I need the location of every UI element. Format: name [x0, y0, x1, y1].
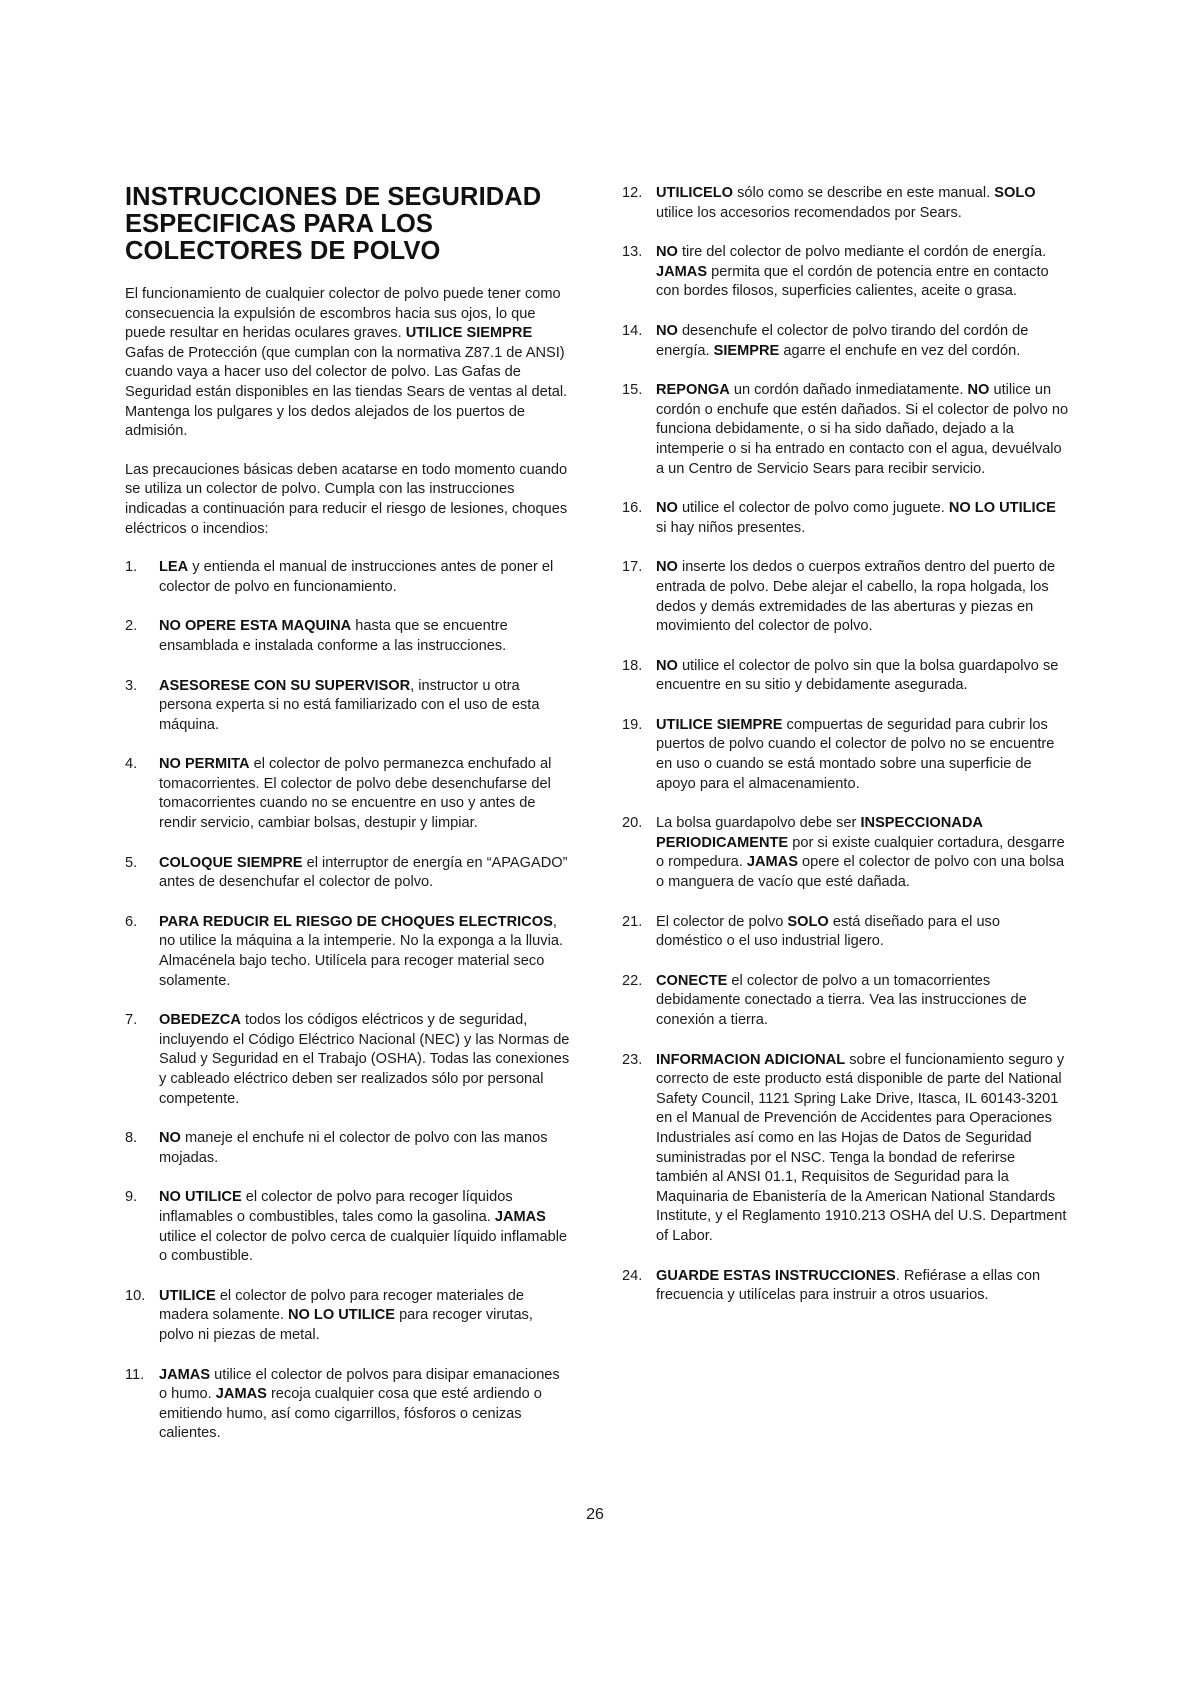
safety-list-left [125, 558, 571, 1444]
list-item: 19. UTILICE SIEMPRE compuertas de seguridad para cubrir los puertos de polvo cuando el colector de polvo no se encuentre en uso o cuando se está montado sobre una superficie de apoyo para el almacenamiento. [622, 716, 1055, 792]
list-item: 11. JAMAS utilice el colector de polvos para disipar emanaciones o humo. JAMAS recoja cualquier cosa que esté ardiendo o emitiendo humo, así como cigarrillos, fósforos o cenizas calientes. [125, 1366, 560, 1442]
safety-list-right [622, 184, 1070, 1306]
list-item: 18. NO utilice el colector de polvo sin que la bolsa guardapolvo se encuentre en su sitio y debidamente asegurada. [622, 657, 1059, 694]
page-number: 26 [586, 1506, 604, 1523]
list-item: 5. COLOQUE SIEMPRE el interruptor de energía en “APAGADO” antes de desenchufar el colector de polvo. [125, 854, 568, 891]
list-item: 20. La bolsa guardapolvo debe ser INSPECCIONADA PERIODICAMENTE por si existe cualquier cortadura, desgarre o rompedura. JAMAS opere el colector de polvo con una bolsa o manguera de vacío que esté dañada. [622, 815, 1065, 891]
list-item: 17. NO inserte los dedos o cuerpos extraños dentro del puerto de entrada de polvo. Debe alejar el cabello, la ropa holgada, los dedos y demás extremidades de las aberturas y piezas en movimiento del colector de polvo. [622, 559, 1056, 635]
list-item: 7. OBEDEZCA todos los códigos eléctricos y de seguridad, incluyendo el Código Eléctrico Nacional (NEC) y las Normas de Salud y Seguridad en el Trabajo (OSHA). Todas las conexiones y cableado eléctrico deben ser realizados sólo por personal competente. [125, 1012, 570, 1107]
list-item: 24. GUARDE ESTAS INSTRUCCIONES. Refiérase a ellas con frecuencia y utilícelas para instruir a otros usuarios. [622, 1267, 1041, 1304]
list-item: 10. UTILICE el colector de polvo para recoger materiales de madera solamente. NO LO UTILICE para recoger virutas, polvo ni piezas de metal. [125, 1287, 533, 1343]
list-item: 12. UTILICELO sólo como se describe en este manual. SOLO utilice los accesorios recomendados por Sears. [622, 185, 1036, 221]
list-item: 4. NO PERMITA el colector de polvo permanezca enchufado al tomacorrientes. El colector de polvo debe desenchufarse del tomacorrientes cuando no se encuentre en uso y antes de rendir servicio, cambiar bolsas, destupir y limpiar. [125, 756, 552, 832]
list-item: 9. NO UTILICE el colector de polvo para recoger líquidos inflamables o combustibles, tales como la gasolina. JAMAS utilice el colector de polvo cerca de cualquier líquido inflamable o combustible. [125, 1189, 568, 1265]
right-column [622, 184, 1070, 1326]
list-item: 22. CONECTE el colector de polvo a un tomacorrientes debidamente conectado a tierra. Vea las instrucciones de conexión a tierra. [622, 972, 1027, 1028]
list-item: 13. NO tire del colector de polvo mediante el cordón de energía. JAMAS permita que el cordón de potencia entre en contacto con bordes filosos, superficies calientes, aceite o grasa. [622, 244, 1049, 300]
list-item: 1. LEA y entienda el manual de instrucciones antes de poner el colector de polvo en funcionamiento. [125, 559, 554, 595]
list-item: 2. NO OPERE ESTA MAQUINA hasta que se encuentre ensamblada e instalada conforme a las instrucciones. [125, 618, 508, 654]
list-item: 15. REPONGA un cordón dañado inmediatamente. NO utilice un cordón o enchufe que estén dañados. Si el colector de polvo no funciona debidamente, o si ha sido dañado, dejado a la intemperie o si ha entrado en contacto con el agua, devuélvalo a un Centro de Servicio Sears para recibir servicio. [622, 382, 1069, 477]
list-item: 16. NO utilice el colector de polvo como juguete. NO LO UTILICE si hay niños presentes. [622, 500, 1056, 536]
intro-paragraph-2: Las precauciones básicas deben acatarse en todo momento cuando se utiliza un colector de polvo. Cumpla con las instrucciones indicadas a continuación para reducir el riesgo de lesiones, choques eléctricos o incendios: [125, 461, 568, 537]
page-title: INSTRUCCIONES DE SEGURIDAD ESPECIFICAS PARA LOS COLECTORES DE POLVO [125, 183, 542, 265]
intro-paragraph-1: El funcionamiento de cualquier colector de polvo puede tener como consecuencia la expulsión de escombros hacia sus ojos, lo que puede resultar en heridas oculares graves. UTILICE SIEMPRE Gafas de Protección (que cumplan con la normativa Z87.1 de ANSI) cuando vaya a hacer uso del colector de polvo. Las Gafas de Seguridad están disponibles en las tiendas Sears de ventas al detal. Mantenga los pulgares y los dedos alejados de los puertos de admisión. [125, 286, 568, 440]
list-item: 14. NO desenchufe el colector de polvo tirando del cordón de energía. SIEMPRE agarre el enchufe en vez del cordón. [622, 322, 1029, 359]
list-item: 8. NO maneje el enchufe ni el colector de polvo con las manos mojadas. [125, 1130, 548, 1166]
list-item: 21. El colector de polvo SOLO está diseñado para el uso doméstico o el uso industrial ligero. [622, 913, 1000, 950]
list-item: 3. ASESORESE CON SU SUPERVISOR, instructor u otra persona experta si no está familiarizado con el uso de esta máquina. [125, 677, 540, 733]
left-column [125, 184, 571, 1464]
list-item: 6. PARA REDUCIR EL RIESGO DE CHOQUES ELECTRICOS, no utilice la máquina a la intemperie. No la exponga a la lluvia. Almacénela bajo techo. Utilícela para recoger material seco solamente. [125, 913, 564, 989]
list-item: 23. INFORMACION ADICIONAL sobre el funcionamiento seguro y correcto de este producto está disponible de parte del National Safety Council, 1121 Spring Lake Drive, Itasca, IL 60143-3201 en el Manual de Prevención de Accidentes para Operaciones Industriales así como en las Hojas de Datos de Seguridad suministradas por el NSC. Tenga la bondad de referirse también al ANSI 01.1, Requisitos de Seguridad para la Maquinaria de Ebanistería de la American National Standards Institute, y el Reglamento 1910.213 OSHA del U.S. Department of Labor. [622, 1051, 1067, 1244]
